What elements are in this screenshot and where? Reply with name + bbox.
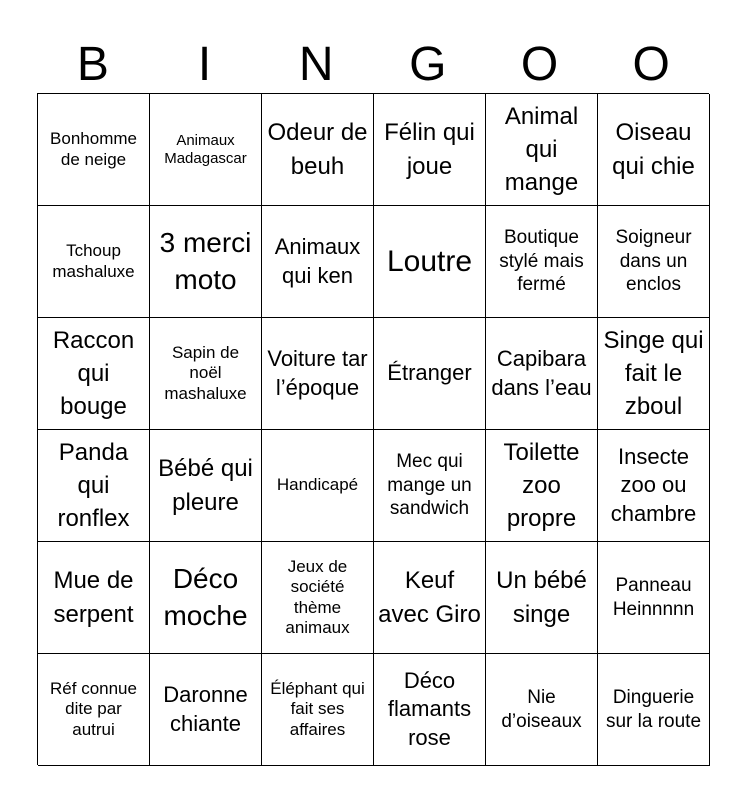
header-letter: G bbox=[409, 38, 447, 91]
header-letter: O bbox=[520, 38, 559, 91]
bingo-cell[interactable]: Panneau Heinnnnn bbox=[598, 542, 710, 654]
bingo-cell[interactable]: Daronne chiante bbox=[150, 654, 262, 766]
bingo-cell[interactable]: Bonhomme de neige bbox=[38, 94, 150, 206]
bingo-cell[interactable]: Réf connue dite par autrui bbox=[38, 654, 150, 766]
bingo-cell[interactable]: Déco moche bbox=[150, 542, 262, 654]
bingo-cell[interactable]: 3 merci moto bbox=[150, 206, 262, 318]
bingo-cell[interactable]: Nie d’oiseaux bbox=[486, 654, 598, 766]
bingo-cell[interactable]: Singe qui fait le zboul bbox=[598, 318, 710, 430]
bingo-header bbox=[37, 36, 707, 94]
bingo-cell[interactable]: Animaux qui ken bbox=[262, 206, 374, 318]
bingo-cell[interactable]: Étranger bbox=[374, 318, 486, 430]
bingo-cell[interactable]: Félin qui joue bbox=[374, 94, 486, 206]
bingo-cell[interactable]: Raccon qui bouge bbox=[38, 318, 150, 430]
header-letter: B bbox=[76, 38, 109, 91]
header-letter: O bbox=[632, 38, 670, 91]
bingo-cell[interactable]: Keuf avec Giro bbox=[374, 542, 486, 654]
bingo-cell[interactable]: Dinguerie sur la route bbox=[598, 654, 710, 766]
bingo-cell[interactable]: Déco flamants rose bbox=[374, 654, 486, 766]
bingo-cell[interactable]: Tchoup mashaluxe bbox=[38, 206, 150, 318]
bingo-cell[interactable]: Animaux Madagascar bbox=[150, 94, 262, 206]
bingo-cell[interactable]: Voiture tar l’époque bbox=[262, 318, 374, 430]
bingo-cell[interactable]: Jeux de société thème animaux bbox=[262, 542, 374, 654]
bingo-cell[interactable]: Boutique stylé mais fermé bbox=[486, 206, 598, 318]
bingo-cell[interactable]: Un bébé singe bbox=[486, 542, 598, 654]
bingo-cell[interactable]: Animal qui mange bbox=[486, 94, 598, 206]
bingo-cell[interactable]: Panda qui ronflex bbox=[38, 430, 150, 542]
header-letter: N bbox=[298, 38, 334, 91]
bingo-cell[interactable]: Soigneur dans un enclos bbox=[598, 206, 710, 318]
bingo-cell[interactable]: Oiseau qui chie bbox=[598, 94, 710, 206]
bingo-cell[interactable]: Odeur de beuh bbox=[262, 94, 374, 206]
bingo-cell[interactable]: Sapin de noël mashaluxe bbox=[150, 318, 262, 430]
bingo-cell[interactable]: Bébé qui pleure bbox=[150, 430, 262, 542]
bingo-cell[interactable]: Mec qui mange un sandwich bbox=[374, 430, 486, 542]
header-letter: I bbox=[197, 38, 212, 91]
bingo-cell[interactable]: Toilette zoo propre bbox=[486, 430, 598, 542]
bingo-cell[interactable]: Mue de serpent bbox=[38, 542, 150, 654]
bingo-cell[interactable]: Capibara dans l’eau bbox=[486, 318, 598, 430]
bingo-cell[interactable]: Loutre bbox=[374, 206, 486, 318]
bingo-cell[interactable]: Insecte zoo ou chambre bbox=[598, 430, 710, 542]
bingo-cell[interactable]: Éléphant qui fait ses affaires bbox=[262, 654, 374, 766]
bingo-board bbox=[37, 93, 709, 765]
bingo-cell[interactable]: Handicapé bbox=[262, 430, 374, 542]
